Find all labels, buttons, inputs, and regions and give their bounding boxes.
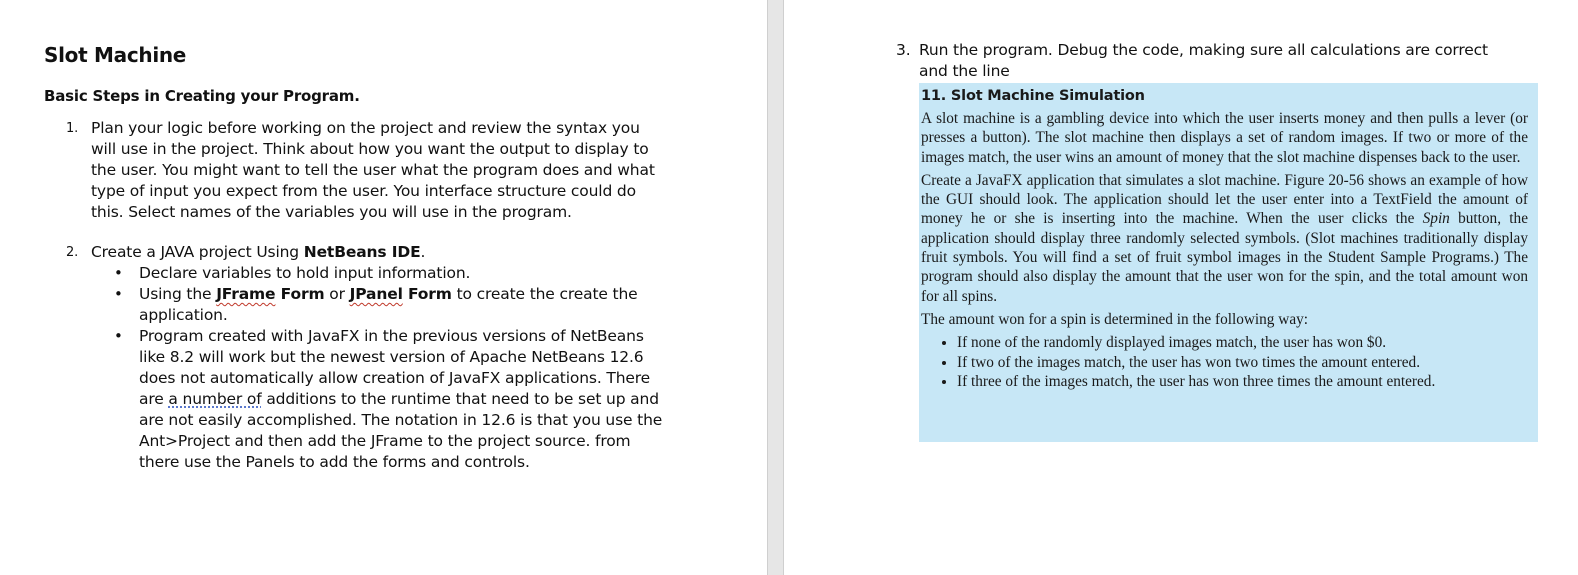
- excerpt-title: 11. Slot Machine Simulation: [921, 88, 1145, 104]
- document-page-right: [784, 0, 1578, 575]
- page-gutter: [767, 0, 784, 575]
- rule-item: • If two of the images match, the user has won two times the amount entered.: [957, 353, 1528, 373]
- text-part: button, the application should display three randomly selected symbols. (Slot machines traditionally display fruit symbols. You will find a set of fruit symbol images in the Student Sample Programs.) The program should also display the amount that the user won for the spin, and the total amount won for all spins.: [921, 210, 1528, 305]
- text-part: or: [324, 285, 350, 303]
- jpanel-spellcheck-word[interactable]: JPanel: [349, 285, 403, 303]
- rule-item: • If three of the images match, the user has won three times the amount entered.: [957, 372, 1528, 392]
- excerpt-paragraph: [921, 171, 1528, 306]
- rule-item: • If none of the randomly displayed images match, the user has won $0.: [957, 333, 1528, 353]
- bullet-text: [139, 285, 638, 324]
- bullet-item: [112, 263, 672, 284]
- bullet-text: [139, 327, 662, 471]
- bullet-dot-icon: •: [114, 327, 123, 345]
- step-text-part: Create a JAVA project Using: [91, 243, 304, 261]
- sub-bullet-list: [112, 263, 672, 473]
- bullet-text: Declare variables to hold input information.: [139, 264, 471, 282]
- netbeans-ide-bold: NetBeans IDE: [303, 243, 421, 261]
- step-text-part: .: [420, 243, 426, 261]
- excerpt-paragraph: A slot machine is a gambling device into which the user inserts money and then pulls a lever (or presses a button). The slot machine then displays a set of random images. If two or more of the images match, the user wins an amount of money that the slot machine dispenses back to the user.: [921, 110, 1528, 166]
- step-number: 2.: [66, 245, 79, 260]
- document-page-left: [0, 0, 767, 575]
- text-part: Form: [402, 285, 452, 303]
- step-2: [66, 242, 666, 263]
- text-part: Using the: [139, 285, 217, 303]
- text-part: to create the create the application.: [139, 285, 638, 324]
- grammar-suggestion[interactable]: a number of: [168, 390, 262, 408]
- text-part: additions to the runtime that need to be set up and are not easily accomplished. The notation in 12.6 is that you use the Ant>Project and then add the JFrame to the project source. from there use the Panels to add the forms and controls.: [139, 390, 663, 471]
- excerpt-paragraph: The amount won for a spin is determined in the following way:: [921, 310, 1309, 328]
- bullet-item: [112, 284, 672, 326]
- spin-emphasis: Spin: [1422, 210, 1450, 228]
- jframe-spellcheck-word[interactable]: JFrame: [216, 285, 276, 303]
- step-number: 3.: [896, 41, 911, 59]
- step-3: [896, 40, 1496, 82]
- bullet-dot-icon: •: [114, 285, 123, 303]
- step-1: [66, 118, 666, 223]
- step-text: Plan your logic before working on the project and review the syntax you will use in the project. Think about how you want the output to display to the user. You might want to tell the user what the program does and what type of input you expect from the user. You interface structure could do this. Select names of the variables you will use in the program.: [91, 119, 655, 221]
- text-part: Form: [275, 285, 325, 303]
- step-text: [91, 242, 666, 263]
- document-title: Slot Machine: [44, 43, 187, 67]
- winning-rules-list: [921, 333, 1528, 392]
- text-part: Create a JavaFX application that simulates a slot machine. Figure 20-56 shows an example of how the GUI should look. The application should let the user enter into a TextField the amount of money he or she is inserting into the machine. When the user clicks the: [921, 171, 1528, 228]
- step-text: Run the program. Debug the code, making sure all calculations are correct and the line: [919, 41, 1488, 80]
- text-part: Program created with JavaFX in the previous versions of NetBeans like 8.2 will work but the newest version of Apache NetBeans 12.6 does not automatically allow creation of JavaFX applications. There are: [139, 327, 651, 408]
- section-heading: Basic Steps in Creating your Program.: [44, 87, 360, 105]
- step-number: 1.: [66, 121, 79, 136]
- bullet-dot-icon: •: [114, 264, 123, 282]
- pasted-textbook-excerpt: [919, 83, 1538, 442]
- bullet-item: [112, 326, 672, 473]
